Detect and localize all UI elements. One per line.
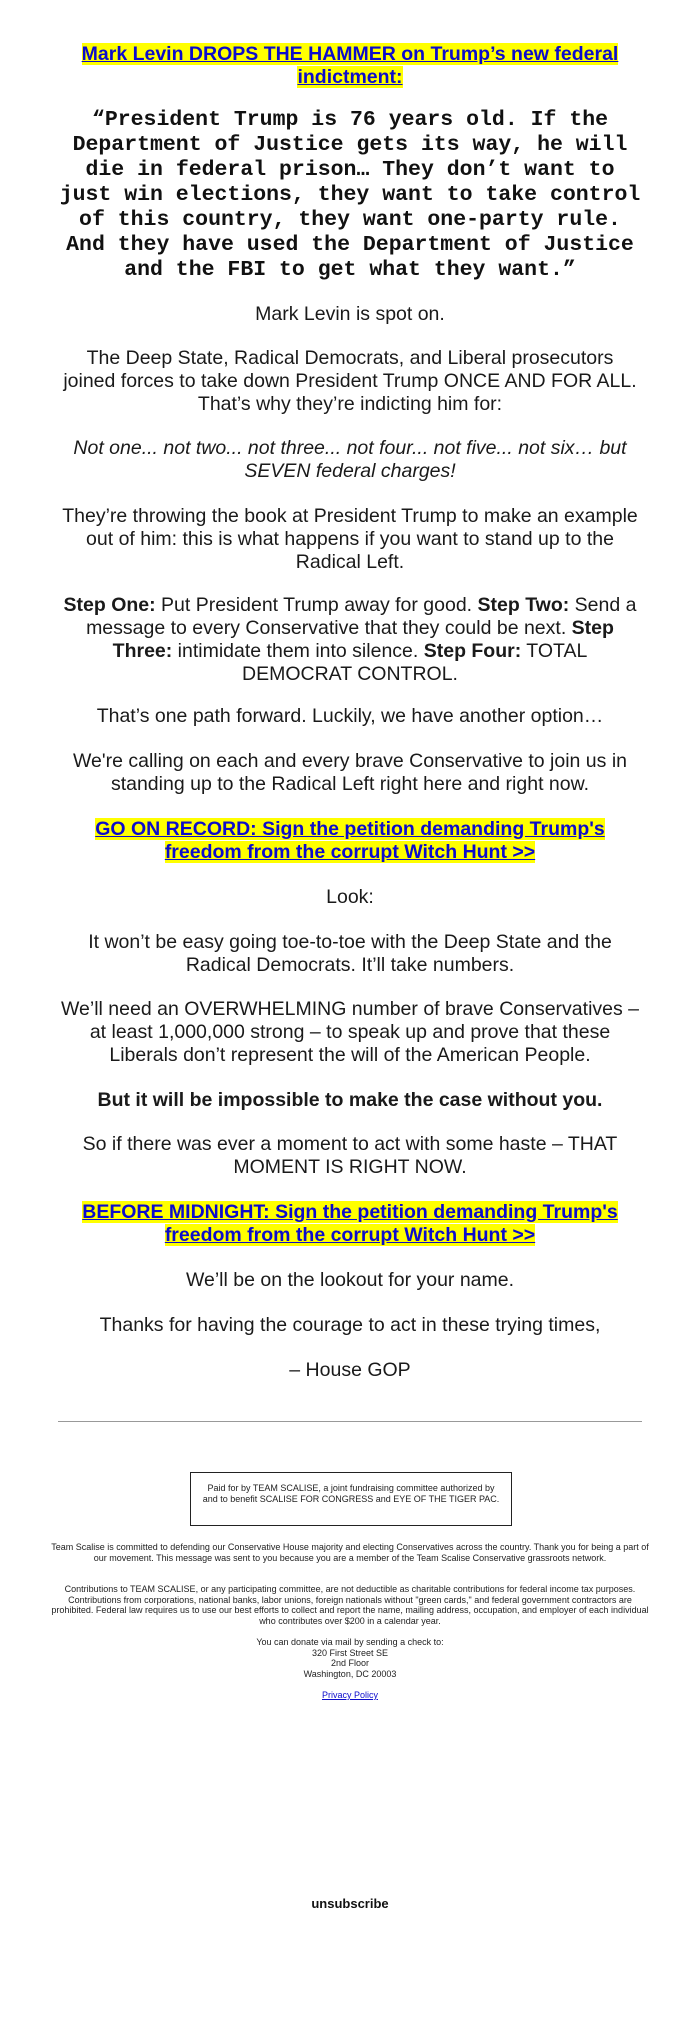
step-three-label: Step Three: [112, 617, 614, 662]
paragraph-overwhelming: We’ll need an OVERWHELMING number of brave Conservatives – at least 1,000,000 strong – to speak up and prove that these Liberals don’t represent the will of the American People. [60, 998, 640, 1066]
paragraph-steps [58, 594, 642, 686]
step-three-text: intimidate them into silence. [172, 640, 424, 662]
privacy-policy-link[interactable]: Privacy Policy [321, 1690, 378, 1700]
footer-commitment: Team Scalise is committed to defending our Conservative House majority and electing Conservatives across the country. Thank you for being a part of our movement. This message was sent to you because you are a member of the Team Scalise Conservative grassroots network. [51, 1542, 649, 1563]
paragraph-calling-on: We're calling on each and every brave Conservative to join us in standing up to the Radical Left right here and right now. [73, 750, 627, 795]
step-two-label: Step Two: [477, 594, 570, 616]
headline-link[interactable]: Mark Levin DROPS THE HAMMER on Trump’s new federal indictment: [81, 43, 619, 88]
paragraph-toe-to-toe: It won’t be easy going toe-to-toe with the Deep State and the Radical Democrats. It’ll take numbers. [88, 931, 612, 976]
footer-mail-address [48, 1637, 652, 1679]
paragraph-lookout: We’ll be on the lookout for your name. [185, 1269, 515, 1291]
paragraph-throwing-book: They’re throwing the book at President Trump to make an example out of him: this is what happens if you want to stand up to the Radical Left. [62, 505, 638, 573]
unsubscribe-link[interactable]: unsubscribe [311, 1896, 389, 1911]
cta-before-midnight-link[interactable]: BEFORE MIDNIGHT: Sign the petition demanding Trump's freedom from the corrupt Witch Hunt >> [82, 1201, 618, 1246]
address-line-3: Washington, DC 20003 [303, 1668, 397, 1679]
step-four-text: TOTAL DEMOCRAT CONTROL. [242, 640, 588, 685]
signature: – House GOP [289, 1359, 411, 1381]
paragraph-charges: Not one... not two... not three... not four... not five... not six… but SEVEN federal charges! [73, 437, 627, 482]
cta-before-midnight [58, 1201, 642, 1247]
divider [58, 1421, 642, 1422]
headline [58, 43, 642, 89]
levin-quote: “President Trump is 76 years old. If the Department of Justice gets its way, he will die in federal prison… They don’t want to just win elections, they want to take control of this country, they want one-party rule. And they have used the Department of Justice and the FBI to get what they want.” [59, 108, 641, 282]
address-line-1: 320 First Street SE [311, 1647, 389, 1658]
paragraph-path-forward: That’s one path forward. Luckily, we have another option… [96, 705, 604, 727]
paragraph-deep-state: The Deep State, Radical Democrats, and Liberal prosecutors joined forces to take down President Trump ONCE AND FOR ALL. That’s why they’re indicting him for: [63, 347, 637, 415]
step-four-label: Step Four: [423, 640, 522, 662]
step-one-text: Put President Trump away for good. [155, 594, 478, 616]
step-one-label: Step One: [63, 594, 156, 616]
paragraph-spot-on: Mark Levin is spot on. [255, 303, 445, 325]
cta-go-on-record [58, 818, 642, 864]
paragraph-look: Look: [326, 886, 374, 908]
paragraph-impossible: But it will be impossible to make the case without you. [97, 1089, 603, 1111]
paragraph-thanks: Thanks for having the courage to act in these trying times, [99, 1314, 601, 1336]
step-two-text: Send a message to every Conservative that they could be next. [86, 594, 637, 639]
privacy-policy [0, 1690, 700, 1701]
cta-go-on-record-link[interactable]: GO ON RECORD: Sign the petition demanding Trump's freedom from the corrupt Witch Hunt >> [95, 818, 605, 863]
address-line-2: 2nd Floor [330, 1658, 370, 1668]
paid-for-box: Paid for by TEAM SCALISE, a joint fundraising committee authorized by and to benefit SCALISE FOR CONGRESS and EYE OF THE TIGER PAC. [190, 1472, 512, 1526]
footer-contributions: Contributions to TEAM SCALISE, or any participating committee, are not deductible as charitable contributions for federal income tax purposes. Contributions from corporations, national banks, labor unions, foreign nationals without "green cards," and federal government contractors are prohibited. Federal law requires us to use our best efforts to collect and report the name, mailing address, occupation, and employer of each individual who contributes over $200 in a calendar year. [51, 1584, 649, 1626]
paragraph-haste: So if there was ever a moment to act with some haste – THAT MOMENT IS RIGHT NOW. [82, 1133, 618, 1178]
mail-intro: You can donate via mail by sending a check to: [256, 1637, 444, 1647]
